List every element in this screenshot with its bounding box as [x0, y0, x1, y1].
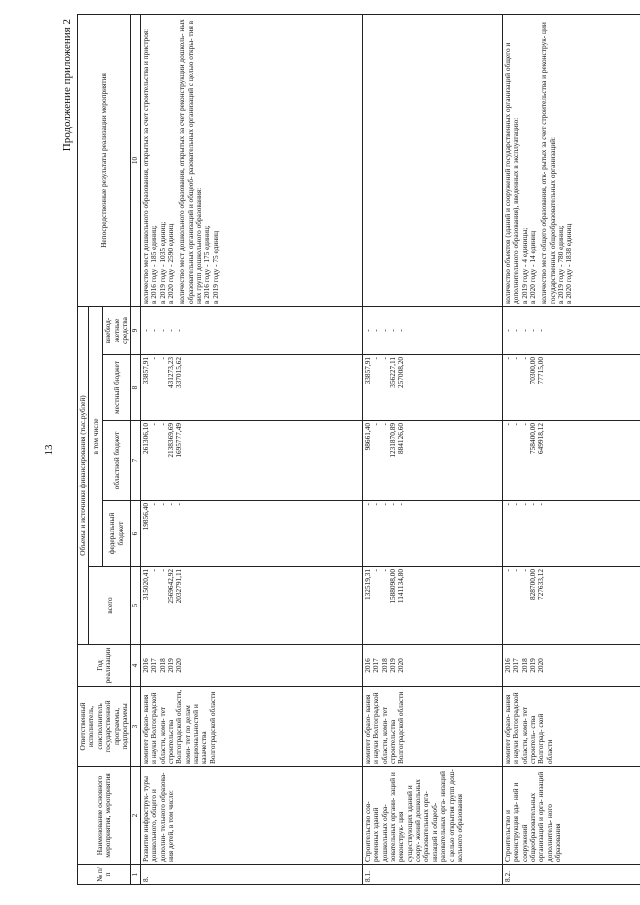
- local-amount-value: 33857,91: [140, 357, 150, 385]
- regional-amount-value: -: [519, 423, 529, 426]
- regional-amount-value: -: [149, 423, 159, 426]
- row-number: 8.: [140, 865, 362, 885]
- header-federal-budget: федеральный бюджет: [103, 501, 131, 567]
- header-local-budget: местный бюджет: [103, 355, 131, 421]
- year-list-value: 2019: [387, 658, 397, 673]
- year-list: [140, 645, 362, 687]
- column-number: 3: [131, 687, 140, 767]
- regional-amount-value: 98661,40: [362, 423, 372, 451]
- year-list: [362, 645, 502, 687]
- regional-amount: [140, 421, 362, 501]
- year-list-value: 2016: [502, 658, 512, 673]
- regional-amount-value: 2138369,69: [165, 423, 175, 458]
- header-extrabudgetary: внебюд- жетные средства: [103, 306, 131, 354]
- extrabudgetary-amount-value: -: [140, 329, 150, 332]
- regional-amount-value: 758400,00: [527, 423, 537, 455]
- total-amount-value: 2032791,11: [174, 569, 184, 604]
- extrabudgetary-amount-value: -: [387, 329, 397, 332]
- extrabudgetary-amount-value: -: [379, 329, 389, 332]
- header-funding: Объемы и источники финансирования (тыс.рублей): [78, 306, 89, 644]
- extrabudgetary-amount: [362, 306, 502, 354]
- total-amount-value: -: [157, 569, 167, 572]
- table-row: [362, 14, 502, 884]
- extrabudgetary-amount-value: -: [371, 329, 381, 332]
- extrabudgetary-amount-value: -: [536, 329, 546, 332]
- document-page: [35, 15, 605, 885]
- total-amount-value: -: [511, 569, 521, 572]
- executor: комитет образо- вания и науки Волгоградской области, коми- тет строительства Волгоградской области: [362, 687, 502, 767]
- local-amount-value: -: [157, 357, 167, 360]
- year-list-value: 2018: [157, 658, 167, 673]
- federal-amount-value: -: [396, 503, 406, 506]
- local-amount-value: 70300,00: [527, 357, 537, 385]
- activity-name: Строительство и реконструкция зда- ний и сооружений общеобразовательных организаций и орга- низаций дополнитель- ного образования: [502, 767, 640, 865]
- total-amount-value: -: [379, 569, 389, 572]
- regional-amount-value: 649918,12: [536, 423, 546, 455]
- total-amount-value: 1141134,80: [396, 569, 406, 604]
- header-including: в том числе: [89, 306, 103, 566]
- local-amount-value: 356227,11: [387, 357, 397, 388]
- total-amount-value: -: [502, 569, 512, 572]
- total-amount-value: -: [149, 569, 159, 572]
- local-amount: [502, 355, 640, 421]
- federal-amount-value: -: [379, 503, 389, 506]
- local-amount-value: 257008,20: [396, 357, 406, 389]
- regional-amount-value: -: [511, 423, 521, 426]
- federal-amount-value: -: [149, 503, 159, 506]
- extrabudgetary-amount: [502, 306, 640, 354]
- result-text: количество мест дошкольного образования, открытых за счет строительства и пристроя: в 2016 году - 185 единиц; в 2019 году - 1035 единиц; в 2020 году - 2590 единиц: [140, 28, 175, 304]
- column-number: 10: [131, 14, 140, 306]
- federal-amount-value: -: [362, 503, 372, 506]
- extrabudgetary-amount-value: -: [511, 329, 521, 332]
- results-cell: [502, 14, 640, 306]
- total-amount-value: 2569642,92: [165, 569, 175, 604]
- results-cell: [362, 14, 502, 306]
- year-list-value: 2017: [149, 658, 159, 673]
- year-list-value: 2019: [165, 658, 175, 673]
- extrabudgetary-amount-value: -: [149, 329, 159, 332]
- regional-amount-value: -: [379, 423, 389, 426]
- column-number: 4: [131, 645, 140, 687]
- year-list-value: 2020: [174, 658, 184, 673]
- regional-amount: [362, 421, 502, 501]
- year-list-value: 2019: [527, 658, 537, 673]
- total-amount: [502, 567, 640, 645]
- extrabudgetary-amount-value: -: [157, 329, 167, 332]
- page-number: 13: [43, 444, 55, 456]
- total-amount-value: -: [519, 569, 529, 572]
- regional-amount-value: -: [502, 423, 512, 426]
- regional-amount-value: 1695777,49: [174, 423, 184, 458]
- federal-amount-value: -: [527, 503, 537, 506]
- federal-amount-value: -: [502, 503, 512, 506]
- year-list-value: 2018: [519, 658, 529, 673]
- row-number: 8.2.: [502, 865, 640, 885]
- column-number: 1: [131, 865, 140, 885]
- year-list-value: 2020: [396, 658, 406, 673]
- total-amount-value: 1588098,00: [387, 569, 397, 604]
- extrabudgetary-amount-value: -: [519, 329, 529, 332]
- header-activity-name: Наименование основного мероприятия, мероприятия: [78, 767, 131, 865]
- column-number: 6: [131, 501, 140, 567]
- federal-amount-value: 19856,40: [140, 503, 150, 531]
- table-row: [502, 14, 640, 884]
- regional-amount-value: -: [157, 423, 167, 426]
- appendix-continuation-label: Продолжение приложения 2: [61, 19, 73, 152]
- regional-amount-value: 261306,10: [140, 423, 150, 455]
- local-amount-value: -: [371, 357, 381, 360]
- local-amount-value: -: [379, 357, 389, 360]
- extrabudgetary-amount-value: -: [396, 329, 406, 332]
- local-amount-value: 431273,23: [165, 357, 175, 389]
- extrabudgetary-amount-value: -: [502, 329, 512, 332]
- column-number-row: [131, 14, 140, 884]
- local-amount-value: 77715,00: [536, 357, 546, 385]
- local-amount: [362, 355, 502, 421]
- extrabudgetary-amount-value: -: [527, 329, 537, 332]
- federal-amount: [362, 501, 502, 567]
- activity-name: Развитие инфраструк- туры дошкольного, общего и дополни- тельного образова- ния детей, в том числе:: [140, 767, 362, 865]
- total-amount-value: 315020,41: [140, 569, 150, 601]
- header-number: № п/п: [78, 865, 131, 885]
- local-amount-value: 33857,91: [362, 357, 372, 385]
- column-number: 7: [131, 421, 140, 501]
- federal-amount-value: -: [511, 503, 521, 506]
- activity-name: Строительство сов- ременных зданий дошкольных обра- зовательных органи- заций и реконструк- ция существующих зданий и соору- жений дошкольных образовательных орга- низаций и общеоб- разовательных орга- низаций с целью открытия групп дош- кольного образования: [362, 767, 502, 865]
- federal-amount: [502, 501, 640, 567]
- regional-amount-value: 884126,60: [396, 423, 406, 455]
- result-text: количество объектов (зданий и сооружений государственных организаций общего и дополнительного образования), введенных в эксплуатацию: в 2019 году - 4 единицы; в 2020 году - 14 единиц: [502, 42, 537, 304]
- extrabudgetary-amount-value: -: [165, 329, 175, 332]
- column-number: 9: [131, 306, 140, 354]
- federal-amount-value: -: [371, 503, 381, 506]
- column-number: 2: [131, 767, 140, 865]
- header-year: Год реализации: [78, 645, 131, 687]
- executor: комитет образо- вания и науки Волгоградской области, коми- тет строительства Волгоградской области, коми- тет по делам национальностей и казачества Волгоградской области: [140, 687, 362, 767]
- year-list: [502, 645, 640, 687]
- federal-amount-value: -: [387, 503, 397, 506]
- results-cell: [140, 14, 362, 306]
- total-amount: [362, 567, 502, 645]
- year-list-value: 2018: [379, 658, 389, 673]
- executor: комитет образо- вания и науки Волгоградской области, коми- тет строитель- ства Волгоград- ской области: [502, 687, 640, 767]
- local-amount-value: -: [502, 357, 512, 360]
- extrabudgetary-amount: [140, 306, 362, 354]
- federal-amount-value: -: [174, 503, 184, 506]
- header-regional-budget: областной бюджет: [103, 421, 131, 501]
- header-executor: Ответственный исполнитель, соисполнитель государственной программы, подпрограммы: [78, 687, 131, 767]
- regional-amount: [502, 421, 640, 501]
- table-row: [140, 14, 362, 884]
- local-amount-value: 337015,62: [174, 357, 184, 389]
- total-amount-value: 828700,00: [527, 569, 537, 601]
- year-list-value: 2016: [362, 658, 372, 673]
- total-amount-value: -: [371, 569, 381, 572]
- funding-table: [77, 14, 640, 885]
- federal-amount-value: -: [165, 503, 175, 506]
- total-amount-value: 132519,31: [362, 569, 372, 601]
- extrabudgetary-amount-value: -: [362, 329, 372, 332]
- federal-amount: [140, 501, 362, 567]
- federal-amount-value: -: [157, 503, 167, 506]
- total-amount: [140, 567, 362, 645]
- year-list-value: 2020: [536, 658, 546, 673]
- result-text: количество мест общего образования, отк- рытых за счет строительства и реконструк- ции государственных общеобразовательных организаций: в 2019 году - 780 единиц; в 2020 году - 1838 единиц: [539, 22, 574, 304]
- regional-amount-value: 1231870,89: [387, 423, 397, 458]
- local-amount-value: -: [519, 357, 529, 360]
- year-list-value: 2017: [371, 658, 381, 673]
- federal-amount-value: -: [536, 503, 546, 506]
- local-amount: [140, 355, 362, 421]
- year-list-value: 2017: [511, 658, 521, 673]
- header-total: всего: [89, 567, 131, 645]
- row-number: 8.1.: [362, 865, 502, 885]
- header-results: Непосредственные результаты реализации мероприятия: [78, 14, 131, 306]
- extrabudgetary-amount-value: -: [174, 329, 184, 332]
- local-amount-value: -: [511, 357, 521, 360]
- federal-amount-value: -: [519, 503, 529, 506]
- column-number: 5: [131, 567, 140, 645]
- result-text: количество мест дошкольного образования, открытых за счет реконструкции дошколь- ных образовательных организаций и общеоб- разовательных организаций с целью откры- тия в них групп дошкольного образования: в 2016 году - 175 единиц; в 2019 году - 75 единиц: [177, 19, 220, 304]
- year-list-value: 2016: [140, 658, 150, 673]
- column-number: 8: [131, 355, 140, 421]
- total-amount-value: 727633,12: [536, 569, 546, 601]
- local-amount-value: -: [149, 357, 159, 360]
- regional-amount-value: -: [371, 423, 381, 426]
